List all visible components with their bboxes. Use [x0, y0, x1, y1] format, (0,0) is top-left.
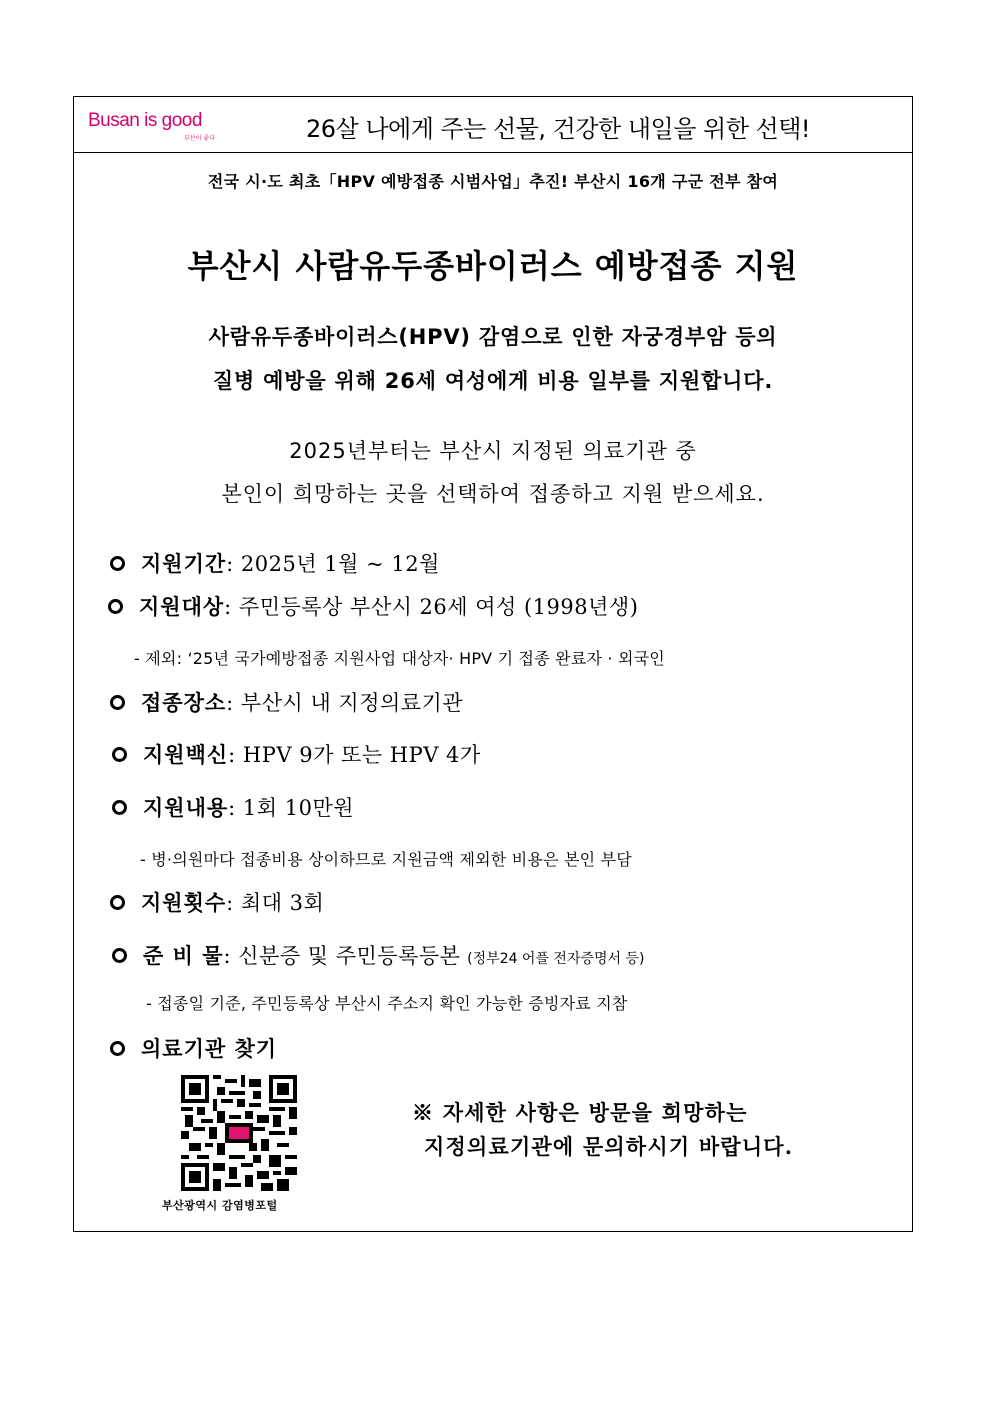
intro-line-1: 사람유두종바이러스(HPV) 감염으로 인한 자궁경부암 등의	[208, 325, 778, 349]
circle-bullet-icon	[110, 556, 125, 571]
item-value: 신분증 및 주민등록등본	[238, 944, 461, 968]
item-value: 주민등록상 부산시 26세 여성 (1998년생)	[238, 595, 639, 619]
circle-bullet-icon	[112, 747, 127, 762]
item-vaccine: 지원백신: HPV 9가 또는 HPV 4가	[112, 739, 481, 769]
target-note: - 제외: ‘25년 국가예방접종 지원사업 대상자· HPV 기 접종 완료자 · 외국인	[134, 649, 665, 668]
item-value: HPV 9가 또는 HPV 4가	[242, 743, 481, 767]
item-value: 1회 10만원	[242, 796, 355, 820]
logo-text: Busan is good	[88, 110, 202, 131]
subheadline: 전국 시·도 최초「HPV 예방접종 시범사업」추진! 부산시 16개 구군 전부 참여	[207, 172, 779, 191]
busan-is-good-logo	[88, 110, 215, 142]
item-content: 지원내용: 1회 10만원	[112, 792, 354, 822]
item-target: 지원대상: 주민등록상 부산시 26세 여성 (1998년생)	[108, 591, 638, 621]
notice-line-1: 2025년부터는 부산시 지정된 의료기관 중	[289, 439, 697, 463]
item-place: 접종장소: 부산시 내 지정의료기관	[110, 687, 463, 717]
item-label: 지원백신	[143, 742, 229, 767]
item-value: 2025년 1월 ~ 12월	[240, 552, 440, 576]
qr-code-icon[interactable]	[181, 1075, 297, 1191]
intro-line-2: 질병 예방을 위해 26세 여성에게 비용 일부를 지원합니다.	[212, 369, 774, 393]
header-title: 26살 나에게 주는 선물, 건강한 내일을 위한 선택!	[306, 115, 811, 143]
item-small-note: (정부24 어플 전자증명서 등)	[467, 951, 645, 967]
item-count: 지원횟수: 최대 3회	[110, 887, 324, 917]
logo-subtext: 부산이 좋다	[184, 135, 215, 142]
main-title: 부산시 사람유두종바이러스 예방접종 지원	[187, 247, 799, 285]
circle-bullet-icon	[110, 1041, 125, 1056]
item-label: 지원대상	[139, 594, 225, 619]
closing-line-2: 지정의료기관에 문의하시기 바랍니다.	[424, 1134, 794, 1159]
item-label: 준 비 물	[143, 943, 224, 968]
item-prep: 준 비 물: 신분증 및 주민등록등본 (정부24 어플 전자증명서 등)	[112, 940, 645, 970]
item-value: 부산시 내 지정의료기관	[240, 691, 464, 715]
item-label: 지원기간	[141, 551, 227, 576]
header	[74, 97, 912, 153]
circle-bullet-icon	[112, 948, 127, 963]
notice-line-2: 본인이 희망하는 곳을 선택하여 접종하고 지원 받으세요.	[221, 482, 765, 506]
item-label: 지원내용	[143, 795, 229, 820]
item-value: 최대 3회	[240, 891, 325, 915]
item-label: 의료기관 찾기	[141, 1036, 278, 1061]
circle-bullet-icon	[110, 895, 125, 910]
item-label: 접종장소	[141, 690, 227, 715]
item-find	[110, 1033, 277, 1063]
qr-label: 부산광역시 감염병포털	[162, 1199, 278, 1212]
prep-note: - 접종일 기준, 주민등록상 부산시 주소지 확인 가능한 증빙자료 지참	[146, 994, 628, 1013]
circle-bullet-icon	[112, 800, 127, 815]
content-note: - 병·의원마다 접종비용 상이하므로 지원금액 제외한 비용은 본인 부담	[140, 850, 632, 869]
closing-line-1: ※ 자세한 사항은 방문을 희망하는	[412, 1100, 748, 1125]
circle-bullet-icon	[110, 695, 125, 710]
item-label: 지원횟수	[141, 890, 227, 915]
circle-bullet-icon	[108, 599, 123, 614]
flyer-frame	[73, 96, 913, 1232]
item-period: 지원기간: 2025년 1월 ~ 12월	[110, 548, 440, 578]
